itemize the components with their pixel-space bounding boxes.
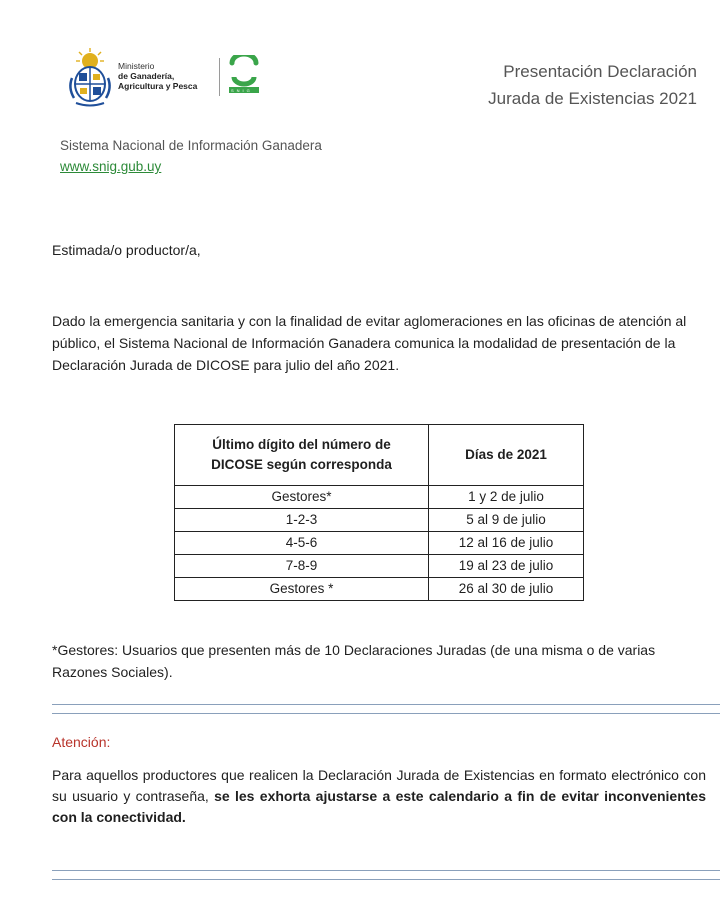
digit-cell: 7-8-9 — [175, 555, 429, 578]
attention-label: Atención: — [52, 734, 111, 750]
header-days: Días de 2021 — [429, 425, 584, 486]
schedule-table — [174, 424, 584, 601]
gestores-note: *Gestores: Usuarios que presenten más de 10 Declaraciones Juradas (de una misma o de varias Razones Sociales). — [52, 642, 656, 680]
days-cell: 19 al 23 de julio — [429, 555, 584, 578]
ministry-name — [118, 61, 197, 91]
digit-cell: Gestores * — [175, 578, 429, 601]
snig-logo — [226, 55, 262, 102]
days-cell: 12 al 16 de julio — [429, 532, 584, 555]
ministry-line-1: Ministerio — [118, 61, 155, 71]
attention-text: Para aquellos productores que realicen la Declaración Jurada de Existencias en formato electrónico con su usuario y contraseña, — [52, 767, 706, 804]
digit-cell: 4-5-6 — [175, 532, 429, 555]
digit-cell: Gestores* — [175, 486, 429, 509]
digit-cell: 1-2-3 — [175, 509, 429, 532]
title-line-1: Presentación Declaración — [503, 62, 697, 81]
table-row — [175, 486, 584, 509]
greeting: Estimada/o productor/a, — [52, 242, 201, 258]
snig-badge-text: SNIG — [231, 88, 253, 93]
attention-paragraph — [52, 765, 706, 828]
uruguay-coat-of-arms-icon — [66, 48, 114, 110]
document-title — [488, 58, 697, 112]
ministry-line-3: Agricultura y Pesca — [118, 81, 198, 91]
divider-line — [52, 704, 720, 705]
table-row — [175, 578, 584, 601]
system-name: Sistema Nacional de Información Ganadera — [60, 138, 322, 153]
header-dicose-digit: Último dígito del número de DICOSE según corresponda — [175, 425, 429, 486]
table-row — [175, 509, 584, 532]
days-cell: 26 al 30 de julio — [429, 578, 584, 601]
divider-line — [52, 713, 720, 714]
intro-paragraph: Dado la emergencia sanitaria y con la finalidad de evitar aglomeraciones en las oficinas de atención al público, el Sistema Nacional de Información Ganadera comunica la modalidad de presentación de la Declaración Jurada de DICOSE para julio del año 2021. — [52, 313, 687, 373]
divider-line — [52, 879, 720, 880]
table-header-row — [175, 425, 584, 486]
ministry-line-2: de Ganadería, — [118, 71, 175, 81]
title-line-2: Jurada de Existencias 2021 — [488, 89, 697, 108]
logo-divider — [219, 58, 220, 96]
attention-emphasis: se les exhorta ajustarse a este calendario a fin de evitar inconvenientes con la conectividad. — [52, 788, 707, 825]
days-cell: 1 y 2 de julio — [429, 486, 584, 509]
table-row — [175, 555, 584, 578]
divider-line — [52, 870, 720, 871]
table-row — [175, 532, 584, 555]
website-link[interactable]: www.snig.gub.uy — [60, 159, 162, 174]
days-cell: 5 al 9 de julio — [429, 509, 584, 532]
